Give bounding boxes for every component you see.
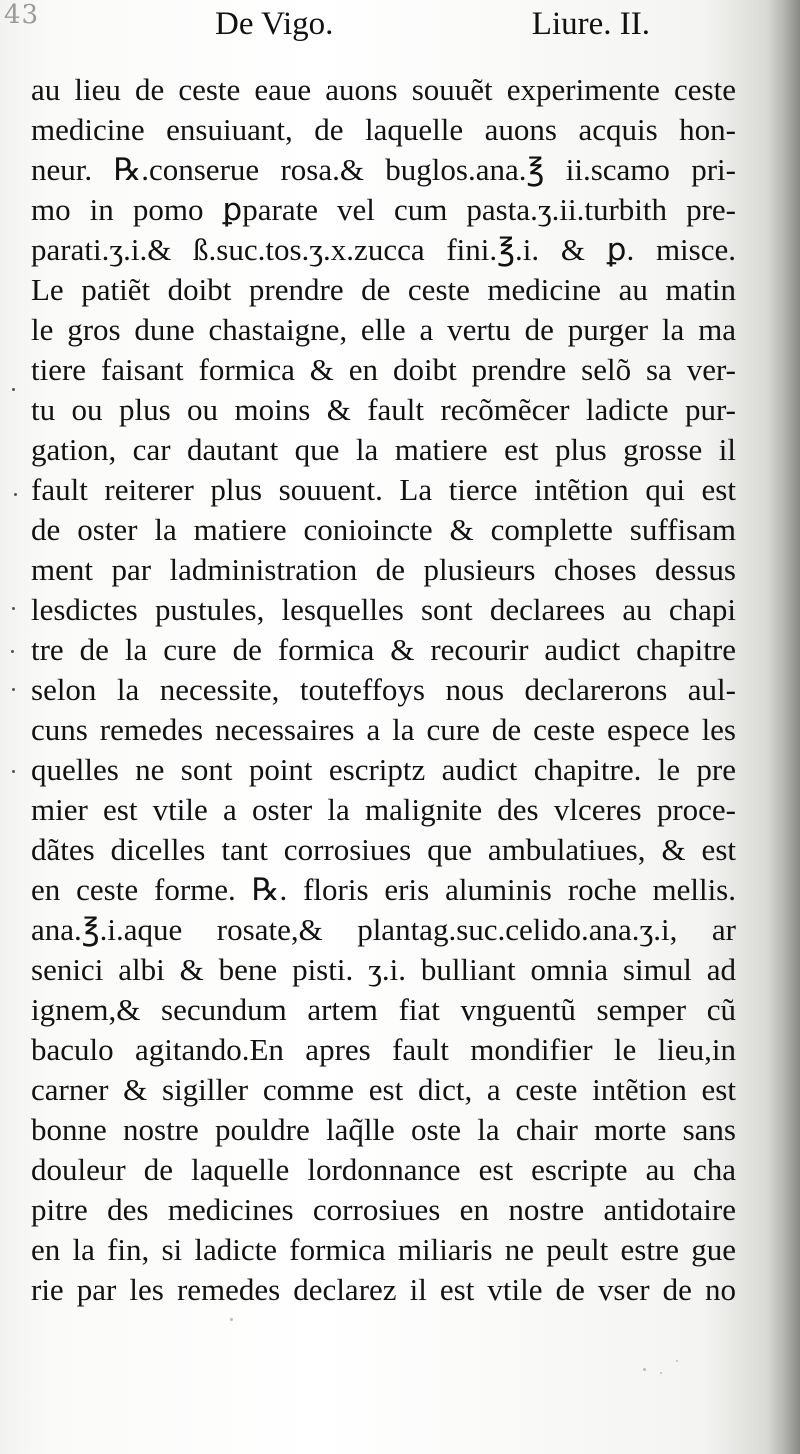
text-line: carner & sigiller comme est dict, a ceste intẽtion est: [31, 1072, 736, 1107]
text-line: senici albi & bene pisti. ʒ.i. bulliant omnia simul ad: [31, 952, 736, 987]
text-line: baculo agitando.En apres fault mondifier le lieu,in: [31, 1032, 736, 1067]
text-line: dãtes dicelles tant corrosiues que ambulatiues, & est: [31, 832, 736, 867]
margin-mark: [11, 650, 14, 653]
paper-speck: [660, 1372, 662, 1374]
margin-mark: [12, 607, 15, 610]
margin-mark: [12, 388, 15, 391]
paper-speck: [643, 1368, 646, 1371]
gutter-shadow: [766, 0, 800, 1454]
margin-mark: [12, 688, 15, 691]
text-line: mier est vtile a oster la malignite des vlceres proce-: [31, 792, 736, 827]
text-line: le gros dune chastaigne, elle a vertu de purger la ma: [31, 312, 736, 347]
text-line: rie par les remedes declarez il est vtile de vser de no: [31, 1272, 736, 1307]
text-line: lesdictes pustules, lesquelles sont declarees au chapi: [31, 592, 736, 627]
text-line: tre de la cure de formica & recourir audict chapitre: [31, 632, 736, 667]
text-line: pitre des medicines corrosiues en nostre antidotaire: [31, 1192, 736, 1227]
text-line: tu ou plus ou moins & fault recõmẽcer ladicte pur-: [31, 392, 736, 427]
margin-mark: [14, 493, 17, 496]
text-line: de oster la matiere conioincte & complette suffisam: [31, 512, 736, 547]
text-line: quelles ne sont point escriptz audict chapitre. le pre: [31, 752, 736, 787]
text-line: neur. ℞.conserue rosa.& buglos.ana.℥ ii.scamo pri-: [31, 152, 736, 187]
text-line: ment par ladministration de plusieurs choses dessus: [31, 552, 736, 587]
text-line: douleur de laquelle lordonnance est escripte au cha: [31, 1152, 736, 1187]
running-head-author: De Vigo.: [215, 5, 334, 42]
text-line: Le patiẽt doibt prendre de ceste medicine au matin: [31, 272, 736, 307]
text-line: tiere faisant formica & en doibt prendre selõ sa ver-: [31, 352, 736, 387]
text-line: ignem,& secundum artem fiat vnguentũ semper cũ: [31, 992, 736, 1027]
text-line: parati.ʒ.i.& ß.suc.tos.ʒ.x.zucca fini.℥.i. & ꝑ. misce.: [31, 232, 736, 267]
text-line: fault reiterer plus souuent. La tierce intẽtion qui est: [31, 472, 736, 507]
running-head: [215, 4, 650, 44]
text-line: au lieu de ceste eaue auons souuẽt experimente ceste: [31, 72, 736, 107]
page-number: 43: [4, 0, 40, 30]
paper-speck: [676, 1360, 678, 1362]
text-line: mo in pomo ꝑparate vel cum pasta.ʒ.ii.turbith pre-: [31, 192, 736, 227]
text-line: bonne nostre pouldre laq̃lle oste la chair morte sans: [31, 1112, 736, 1147]
text-line: medicine ensuiuant, de laquelle auons acquis hon-: [31, 112, 736, 147]
paper-speck: [230, 1318, 233, 1321]
text-line: en ceste forme. ℞. floris eris aluminis roche mellis.: [31, 872, 736, 907]
margin-mark: [12, 770, 15, 773]
text-line: ana.℥.i.aque rosate,& plantag.suc.celido.ana.ʒ.i, ar: [31, 912, 736, 947]
text-line: en la fin, si ladicte formica miliaris ne peult estre gue: [31, 1232, 736, 1267]
text-line: selon la necessite, touteffoys nous declarerons aul-: [31, 672, 736, 707]
text-line: gation, car dautant que la matiere est plus grosse il: [31, 432, 736, 467]
running-head-book: Liure. II.: [531, 5, 650, 42]
body-text: [31, 70, 736, 1310]
text-line: cuns remedes necessaires a la cure de ceste espece les: [31, 712, 736, 747]
